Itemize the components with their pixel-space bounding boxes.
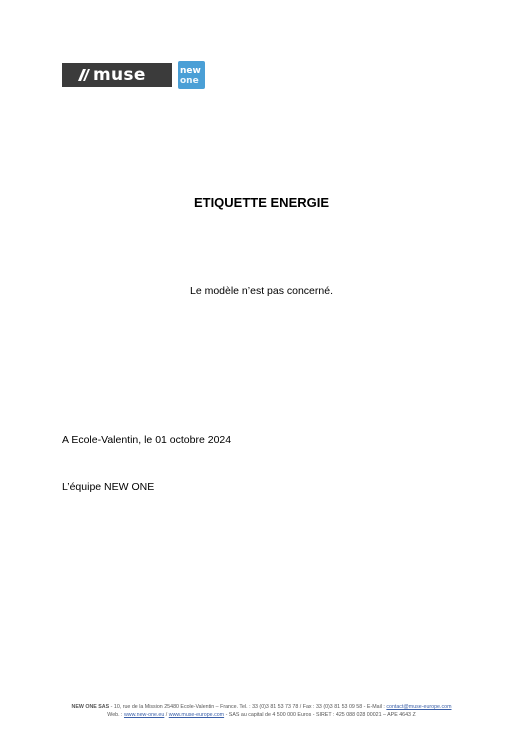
newone-logo-line2: one [180, 76, 199, 86]
footer-web-prefix: Web. : [107, 712, 124, 718]
footer [0, 703, 523, 719]
document-title: ETIQUETTE ENERGIE [193, 195, 330, 210]
footer-website1-link[interactable]: www.new-one.eu [123, 712, 165, 718]
footer-line-2 [0, 711, 523, 719]
newone-logo-line1: new [180, 66, 201, 76]
muse-logo-mark-icon [78, 69, 90, 81]
signature: L’équipe NEW ONE [62, 481, 155, 493]
footer-legal: - SAS au capital de 4 500 000 Euros - SIRET : 425 088 028 00021 – APE 4643 Z [224, 712, 416, 718]
muse-logo-text: muse [93, 64, 146, 85]
muse-logo [62, 63, 172, 87]
footer-address: - 10, rue de la Mission 25480 Ecole-Valentin – France. Tel. : 33 (0)3 81 53 73 78 / Fax : 33 (0)3 81 53 09 58 - E-Mail : [109, 704, 387, 710]
footer-email-link[interactable]: contact@muse-europe.com [386, 704, 452, 710]
newone-logo [178, 61, 205, 89]
footer-company: NEW ONE SAS [71, 704, 110, 710]
footer-separator: / [164, 712, 169, 718]
footer-website2-link[interactable]: www.muse-europe.com [168, 712, 225, 718]
footer-line-1 [0, 703, 523, 711]
statement-text: Le modèle n’est pas concerné. [189, 285, 333, 297]
place-date: A Ecole-Valentin, le 01 octobre 2024 [62, 434, 232, 446]
